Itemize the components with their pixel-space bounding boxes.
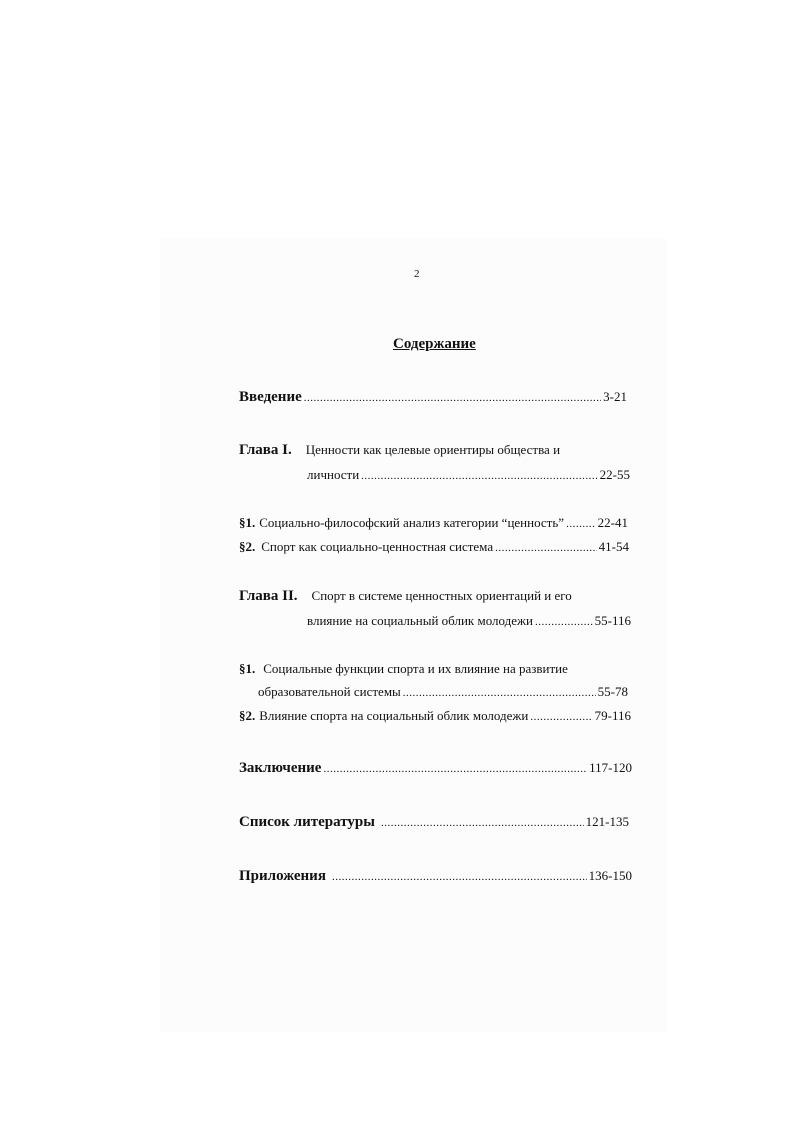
toc-entry-label: Список литературы bbox=[239, 814, 375, 830]
toc-ch2-section2 bbox=[239, 708, 631, 724]
section-pages: 55-78 bbox=[597, 684, 628, 699]
dot-leader bbox=[323, 763, 587, 775]
section-title: Спорт как социально-ценностная система bbox=[261, 539, 494, 554]
section-pages: 41-54 bbox=[598, 539, 629, 554]
chapter-title-line2: влияние на социальный облик молодежи bbox=[307, 613, 533, 628]
dot-leader bbox=[535, 616, 593, 628]
chapter-pages: 22-55 bbox=[599, 467, 630, 482]
toc-entry-conclusion bbox=[239, 760, 632, 777]
scanned-page bbox=[160, 238, 666, 1032]
dot-leader bbox=[381, 817, 584, 829]
section-title: Влияние спорта на социальный облик молодежи bbox=[259, 708, 529, 723]
dot-leader bbox=[304, 392, 601, 404]
section-title-line1: Социальные функции спорта и их влияние на развитие bbox=[263, 661, 568, 676]
page-title: Содержание bbox=[393, 336, 476, 352]
toc-entry-bibliography bbox=[239, 814, 629, 831]
toc-ch2-section1-line1 bbox=[239, 660, 568, 678]
toc-entry-pages: 121-135 bbox=[585, 814, 629, 829]
section-title: Социально-философский анализ категории “ценность” bbox=[259, 515, 565, 530]
toc-ch1-section2 bbox=[239, 539, 629, 555]
toc-entry-intro bbox=[239, 389, 627, 406]
chapter-title-line2: личности bbox=[307, 467, 360, 482]
section-pages: 79-116 bbox=[594, 708, 631, 723]
chapter-label: Глава I. bbox=[239, 442, 292, 458]
dot-leader bbox=[332, 871, 587, 883]
page-number: 2 bbox=[414, 268, 420, 280]
section-number: §2. bbox=[239, 539, 256, 554]
section-number: §1. bbox=[239, 515, 256, 530]
toc-chapter2-heading bbox=[239, 587, 572, 605]
section-number: §2. bbox=[239, 708, 256, 723]
toc-ch2-section1-line2 bbox=[258, 684, 628, 700]
toc-entry-pages: 117-120 bbox=[589, 760, 632, 775]
toc-entry-pages: 3-21 bbox=[603, 389, 627, 404]
dot-leader bbox=[361, 470, 597, 482]
toc-chapter1-heading bbox=[239, 441, 560, 459]
toc-chapter1-line2 bbox=[307, 467, 630, 483]
toc-entry-label: Введение bbox=[239, 389, 302, 405]
section-title-line2: образовательной системы bbox=[258, 684, 401, 699]
chapter-label: Глава II. bbox=[239, 588, 298, 604]
section-pages: 22-41 bbox=[597, 515, 628, 530]
dot-leader bbox=[495, 542, 597, 554]
dot-leader bbox=[566, 518, 596, 530]
toc-ch1-section1 bbox=[239, 515, 628, 531]
section-number: §1. bbox=[239, 661, 256, 676]
toc-chapter2-line2 bbox=[307, 613, 631, 629]
toc-entry-label: Приложения bbox=[239, 868, 326, 884]
chapter-title-line1: Ценности как целевые ориентиры общества и bbox=[305, 442, 561, 457]
toc-entry-label: Заключение bbox=[239, 760, 322, 776]
chapter-pages: 55-116 bbox=[594, 613, 631, 628]
toc-entry-pages: 136-150 bbox=[588, 868, 632, 883]
toc-entry-appendix bbox=[239, 868, 632, 885]
chapter-title-line1: Спорт в системе ценностных ориентаций и его bbox=[311, 588, 572, 603]
dot-leader bbox=[403, 687, 596, 699]
dot-leader bbox=[530, 711, 592, 723]
